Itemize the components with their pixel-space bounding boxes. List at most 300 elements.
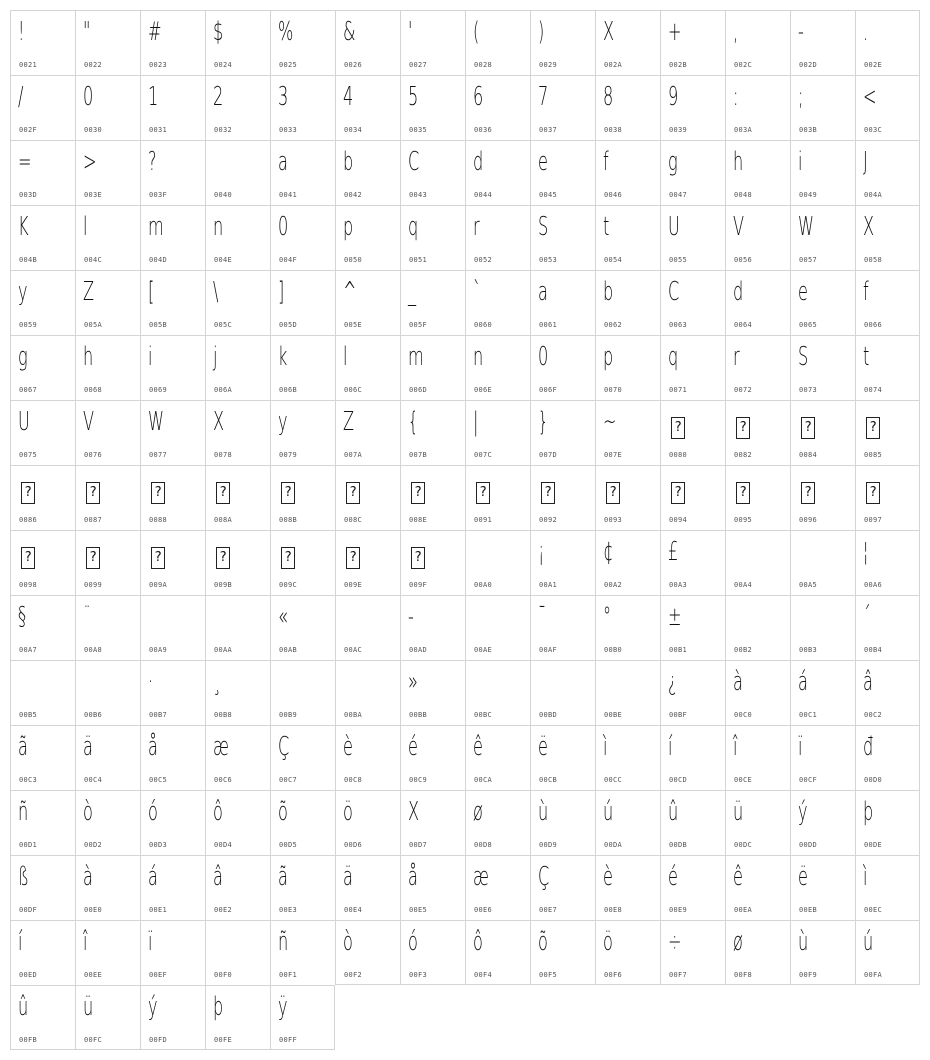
glyph-cell[interactable] — [335, 10, 400, 75]
glyph-cell[interactable] — [75, 790, 140, 855]
glyph-cell[interactable] — [465, 400, 530, 465]
glyph-cell[interactable] — [465, 790, 530, 855]
glyph-code-label: 00E0 — [84, 906, 103, 914]
glyph-cell[interactable] — [140, 920, 205, 985]
glyph-cell[interactable] — [725, 790, 790, 855]
glyph-cell[interactable] — [725, 10, 790, 75]
glyph-cell[interactable] — [140, 335, 205, 400]
glyph-cell[interactable] — [530, 920, 595, 985]
glyph-cell[interactable] — [660, 855, 725, 920]
glyph: ° — [603, 602, 612, 632]
glyph-code-label: 0093 — [604, 516, 623, 524]
glyph-cell[interactable] — [75, 595, 140, 660]
glyph-code-label: 002D — [799, 61, 818, 69]
glyph-cell[interactable] — [530, 595, 595, 660]
glyph-cell[interactable] — [465, 920, 530, 985]
glyph-cell[interactable] — [595, 400, 660, 465]
glyph-cell[interactable] — [530, 790, 595, 855]
glyph-cell[interactable] — [335, 660, 400, 725]
glyph-cell[interactable] — [270, 270, 335, 335]
glyph-cell[interactable] — [140, 985, 205, 1050]
glyph-cell[interactable] — [75, 660, 140, 725]
glyph-cell[interactable] — [465, 140, 530, 205]
glyph-cell[interactable] — [400, 270, 465, 335]
glyph-cell[interactable] — [595, 660, 660, 725]
glyph-cell[interactable] — [75, 530, 140, 595]
glyph-cell[interactable] — [530, 725, 595, 790]
glyph-cell[interactable] — [140, 660, 205, 725]
glyph-cell[interactable] — [10, 530, 75, 595]
glyph-cell[interactable] — [790, 75, 855, 140]
glyph-code-label: 0042 — [344, 191, 363, 199]
glyph-cell[interactable] — [205, 920, 270, 985]
glyph-code-label: 00F9 — [799, 971, 818, 979]
glyph-cell[interactable] — [660, 920, 725, 985]
glyph-cell[interactable] — [465, 855, 530, 920]
glyph-cell[interactable] — [465, 595, 530, 660]
glyph-cell[interactable] — [270, 920, 335, 985]
glyph-cell[interactable] — [790, 465, 855, 530]
glyph-cell[interactable] — [530, 660, 595, 725]
glyph-cell[interactable] — [660, 595, 725, 660]
glyph-cell[interactable] — [205, 10, 270, 75]
missing-glyph-box: ? — [86, 482, 100, 504]
glyph-cell[interactable] — [530, 270, 595, 335]
glyph-cell[interactable] — [725, 920, 790, 985]
glyph: ï — [148, 927, 153, 957]
glyph-code-label: 0051 — [409, 256, 428, 264]
glyph-cell[interactable] — [530, 335, 595, 400]
glyph-cell[interactable] — [595, 270, 660, 335]
glyph-cell[interactable] — [75, 270, 140, 335]
glyph-cell[interactable] — [855, 10, 920, 75]
glyph: 0 — [278, 212, 289, 242]
glyph-code-label: 002A — [604, 61, 623, 69]
glyph-cell[interactable] — [725, 855, 790, 920]
glyph-cell[interactable] — [335, 465, 400, 530]
glyph-cell[interactable] — [335, 920, 400, 985]
glyph-cell[interactable] — [855, 725, 920, 790]
glyph-cell[interactable] — [10, 465, 75, 530]
glyph-cell[interactable] — [400, 75, 465, 140]
glyph-cell[interactable] — [335, 335, 400, 400]
glyph-cell[interactable] — [140, 75, 205, 140]
glyph-code-label: 0056 — [734, 256, 753, 264]
glyph-code-label: 00A7 — [19, 646, 38, 654]
glyph-code-label: 004D — [149, 256, 168, 264]
glyph-cell[interactable] — [335, 205, 400, 270]
glyph-cell[interactable] — [140, 10, 205, 75]
glyph-cell[interactable] — [270, 855, 335, 920]
glyph-cell[interactable] — [335, 270, 400, 335]
glyph-cell[interactable] — [75, 465, 140, 530]
glyph: r — [733, 342, 740, 372]
glyph-cell[interactable] — [400, 790, 465, 855]
glyph-cell[interactable] — [270, 725, 335, 790]
glyph-code-label: 00F6 — [604, 971, 623, 979]
glyph-cell[interactable] — [530, 140, 595, 205]
glyph-cell[interactable] — [595, 205, 660, 270]
glyph-cell[interactable] — [270, 75, 335, 140]
glyph-cell[interactable] — [465, 660, 530, 725]
glyph-code-label: 00B7 — [149, 711, 168, 719]
glyph-code-label: 00BE — [604, 711, 623, 719]
glyph-cell[interactable] — [400, 140, 465, 205]
glyph-cell[interactable] — [660, 400, 725, 465]
glyph-cell[interactable] — [10, 855, 75, 920]
glyph-cell[interactable] — [790, 790, 855, 855]
glyph-cell[interactable] — [400, 10, 465, 75]
glyph-cell[interactable] — [10, 205, 75, 270]
glyph-cell[interactable] — [855, 920, 920, 985]
glyph-cell[interactable] — [790, 140, 855, 205]
glyph: þ — [863, 797, 874, 827]
glyph-cell[interactable] — [270, 335, 335, 400]
glyph-cell[interactable] — [725, 465, 790, 530]
glyph-cell[interactable] — [855, 660, 920, 725]
glyph-cell[interactable] — [270, 465, 335, 530]
glyph-code-label: 00E9 — [669, 906, 688, 914]
glyph-cell[interactable] — [270, 595, 335, 660]
glyph-cell[interactable] — [10, 335, 75, 400]
glyph-cell[interactable] — [530, 400, 595, 465]
glyph-code-label: 0068 — [84, 386, 103, 394]
glyph-code-label: 00FA — [864, 971, 883, 979]
glyph: j — [213, 342, 218, 372]
glyph-code-label: 0030 — [84, 126, 103, 134]
glyph-code-label: 00BA — [344, 711, 363, 719]
glyph-cell[interactable] — [75, 205, 140, 270]
glyph-cell[interactable] — [205, 400, 270, 465]
glyph-cell[interactable] — [530, 205, 595, 270]
glyph: ë — [538, 732, 548, 762]
glyph: V — [83, 407, 95, 437]
glyph-cell[interactable] — [465, 725, 530, 790]
glyph-cell[interactable] — [10, 985, 75, 1050]
glyph-code-label: 00C9 — [409, 776, 428, 784]
glyph-cell[interactable] — [530, 465, 595, 530]
glyph-cell[interactable] — [10, 10, 75, 75]
glyph-cell[interactable] — [660, 10, 725, 75]
glyph-cell[interactable] — [855, 140, 920, 205]
glyph: J — [863, 147, 868, 177]
glyph-code-label: 008C — [344, 516, 363, 524]
missing-glyph-box: ? — [216, 482, 230, 504]
glyph: U — [668, 212, 680, 242]
glyph-cell[interactable] — [270, 400, 335, 465]
glyph-code-label: 004E — [214, 256, 233, 264]
glyph-cell[interactable] — [790, 335, 855, 400]
glyph-cell[interactable] — [205, 855, 270, 920]
glyph-cell[interactable] — [855, 465, 920, 530]
glyph-cell[interactable] — [595, 465, 660, 530]
glyph: d — [733, 277, 744, 307]
glyph-cell[interactable] — [270, 790, 335, 855]
glyph-cell[interactable] — [790, 595, 855, 660]
glyph: q — [408, 212, 419, 242]
glyph-cell[interactable] — [465, 75, 530, 140]
glyph: § — [18, 602, 27, 632]
glyph: ò — [83, 797, 93, 827]
glyph: C — [408, 147, 420, 177]
glyph-cell[interactable] — [855, 205, 920, 270]
glyph-cell[interactable] — [270, 140, 335, 205]
glyph-cell[interactable] — [595, 10, 660, 75]
missing-glyph-box: ? — [411, 482, 425, 504]
glyph-cell[interactable] — [660, 75, 725, 140]
glyph-cell[interactable] — [660, 790, 725, 855]
glyph-cell[interactable] — [335, 400, 400, 465]
glyph-cell[interactable] — [140, 725, 205, 790]
glyph-cell[interactable] — [465, 205, 530, 270]
glyph-cell[interactable] — [595, 140, 660, 205]
glyph-cell[interactable] — [400, 660, 465, 725]
glyph-cell[interactable] — [10, 140, 75, 205]
glyph-code-label: 0057 — [799, 256, 818, 264]
glyph-cell[interactable] — [855, 400, 920, 465]
glyph-cell[interactable] — [400, 725, 465, 790]
glyph-cell[interactable] — [595, 335, 660, 400]
glyph: m — [408, 342, 424, 372]
glyph-code-label: 005B — [149, 321, 168, 329]
glyph-code-label: 00DC — [734, 841, 753, 849]
glyph-cell[interactable] — [465, 465, 530, 530]
glyph-code-label: 003F — [149, 191, 168, 199]
glyph-cell[interactable] — [725, 270, 790, 335]
glyph-code-label: 0049 — [799, 191, 818, 199]
glyph-cell[interactable] — [855, 335, 920, 400]
glyph-cell[interactable] — [725, 725, 790, 790]
glyph: ã — [278, 862, 288, 892]
glyph-cell[interactable] — [660, 465, 725, 530]
glyph-cell[interactable] — [140, 140, 205, 205]
glyph-cell[interactable] — [595, 725, 660, 790]
glyph-cell[interactable] — [660, 660, 725, 725]
glyph-cell[interactable] — [790, 660, 855, 725]
glyph: í — [18, 927, 23, 957]
glyph-cell[interactable] — [790, 270, 855, 335]
glyph-cell[interactable] — [205, 985, 270, 1050]
glyph-code-label: 00F7 — [669, 971, 688, 979]
glyph-cell[interactable] — [465, 10, 530, 75]
glyph-cell[interactable] — [855, 75, 920, 140]
glyph-cell[interactable] — [75, 140, 140, 205]
glyph-code-label: 0024 — [214, 61, 233, 69]
glyph-cell[interactable] — [465, 530, 530, 595]
glyph: \ — [213, 277, 219, 307]
glyph-code-label: 00FF — [279, 1036, 298, 1044]
glyph-code-label: 0035 — [409, 126, 428, 134]
glyph-cell[interactable] — [205, 595, 270, 660]
glyph-cell[interactable] — [660, 270, 725, 335]
glyph-cell[interactable] — [855, 855, 920, 920]
glyph-code-label: 00C5 — [149, 776, 168, 784]
glyph-cell[interactable] — [205, 205, 270, 270]
glyph: ú — [603, 797, 614, 827]
glyph-cell[interactable] — [790, 530, 855, 595]
glyph-cell[interactable] — [335, 140, 400, 205]
glyph-code-label: 002E — [864, 61, 883, 69]
glyph-cell[interactable] — [75, 855, 140, 920]
missing-glyph-box: ? — [151, 482, 165, 504]
glyph-cell[interactable] — [270, 530, 335, 595]
glyph-cell[interactable] — [75, 335, 140, 400]
missing-glyph-box: ? — [281, 547, 295, 569]
glyph-cell[interactable] — [270, 660, 335, 725]
glyph: ù — [538, 797, 549, 827]
glyph-cell[interactable] — [10, 790, 75, 855]
glyph-code-label: 0094 — [669, 516, 688, 524]
glyph-cell[interactable] — [465, 270, 530, 335]
glyph-cell[interactable] — [790, 920, 855, 985]
glyph-cell[interactable] — [725, 530, 790, 595]
glyph-cell[interactable] — [400, 400, 465, 465]
glyph-cell[interactable] — [205, 465, 270, 530]
glyph: ] — [278, 277, 285, 307]
glyph-cell[interactable] — [595, 75, 660, 140]
glyph-cell[interactable] — [140, 270, 205, 335]
glyph-cell[interactable] — [400, 465, 465, 530]
glyph-cell[interactable] — [205, 790, 270, 855]
glyph-cell[interactable] — [725, 595, 790, 660]
glyph-code-label: 00B2 — [734, 646, 753, 654]
glyph-cell[interactable] — [595, 790, 660, 855]
glyph-code-label: 00C1 — [799, 711, 818, 719]
glyph-cell[interactable] — [725, 335, 790, 400]
glyph-cell[interactable] — [595, 855, 660, 920]
glyph-code-label: 0092 — [539, 516, 558, 524]
glyph-cell[interactable] — [75, 10, 140, 75]
glyph-cell[interactable] — [595, 530, 660, 595]
glyph: ~ — [603, 407, 617, 437]
glyph-cell[interactable] — [855, 270, 920, 335]
glyph-cell[interactable] — [205, 725, 270, 790]
glyph-cell[interactable] — [140, 855, 205, 920]
glyph-cell[interactable] — [660, 335, 725, 400]
glyph-cell[interactable] — [140, 465, 205, 530]
glyph-cell[interactable] — [75, 400, 140, 465]
glyph-cell[interactable] — [725, 660, 790, 725]
glyph: ô — [473, 927, 483, 957]
glyph-cell[interactable] — [530, 530, 595, 595]
glyph-cell[interactable] — [270, 10, 335, 75]
glyph-cell[interactable] — [75, 920, 140, 985]
glyph-cell[interactable] — [205, 270, 270, 335]
glyph-cell[interactable] — [855, 595, 920, 660]
glyph-cell[interactable] — [400, 920, 465, 985]
glyph-cell[interactable] — [400, 335, 465, 400]
glyph-cell[interactable] — [660, 725, 725, 790]
glyph-cell[interactable] — [660, 530, 725, 595]
glyph-cell[interactable] — [10, 75, 75, 140]
glyph-cell[interactable] — [855, 790, 920, 855]
glyph: ! — [18, 17, 25, 47]
glyph-cell[interactable] — [790, 400, 855, 465]
glyph-cell[interactable] — [790, 10, 855, 75]
glyph-cell[interactable] — [465, 335, 530, 400]
glyph-cell[interactable] — [400, 595, 465, 660]
glyph-cell[interactable] — [725, 75, 790, 140]
glyph-cell[interactable] — [335, 790, 400, 855]
glyph-cell[interactable] — [595, 595, 660, 660]
glyph-cell[interactable] — [10, 920, 75, 985]
glyph-cell[interactable] — [10, 725, 75, 790]
glyph: p — [343, 212, 354, 242]
glyph-cell[interactable] — [335, 595, 400, 660]
missing-glyph-box: ? — [151, 547, 165, 569]
glyph-cell[interactable] — [335, 855, 400, 920]
glyph-cell[interactable] — [790, 205, 855, 270]
glyph-cell[interactable] — [10, 595, 75, 660]
glyph-cell[interactable] — [530, 75, 595, 140]
glyph-cell[interactable] — [725, 400, 790, 465]
glyph-cell[interactable] — [335, 530, 400, 595]
glyph-cell[interactable] — [205, 660, 270, 725]
glyph-cell[interactable] — [140, 790, 205, 855]
glyph-cell[interactable] — [140, 400, 205, 465]
glyph-code-label: 0073 — [799, 386, 818, 394]
glyph-cell[interactable] — [530, 855, 595, 920]
glyph-cell[interactable] — [75, 985, 140, 1050]
glyph-code-label: 006F — [539, 386, 558, 394]
glyph-cell[interactable] — [205, 140, 270, 205]
glyph-cell[interactable] — [205, 75, 270, 140]
glyph-cell[interactable] — [335, 75, 400, 140]
glyph-code-label: 006A — [214, 386, 233, 394]
glyph-cell[interactable] — [140, 595, 205, 660]
glyph: t — [603, 212, 610, 242]
glyph-cell[interactable] — [790, 725, 855, 790]
glyph-cell[interactable] — [400, 205, 465, 270]
glyph: 5 — [408, 82, 419, 112]
glyph-cell[interactable] — [75, 75, 140, 140]
glyph-cell[interactable] — [855, 530, 920, 595]
glyph-code-label: 005C — [214, 321, 233, 329]
glyph: å — [148, 732, 158, 762]
glyph-cell[interactable] — [790, 855, 855, 920]
glyph-cell[interactable] — [205, 530, 270, 595]
glyph-cell[interactable] — [400, 855, 465, 920]
glyph-cell[interactable] — [335, 725, 400, 790]
glyph-code-label: 0060 — [474, 321, 493, 329]
glyph-cell[interactable] — [10, 400, 75, 465]
missing-glyph-box: ? — [671, 482, 685, 504]
glyph: ó — [408, 927, 418, 957]
glyph-cell[interactable] — [140, 205, 205, 270]
glyph-cell[interactable] — [270, 985, 335, 1050]
glyph-cell[interactable] — [530, 10, 595, 75]
glyph-code-label: 00CD — [669, 776, 688, 784]
glyph: f — [863, 277, 869, 307]
glyph-cell[interactable] — [10, 660, 75, 725]
glyph-cell[interactable] — [400, 530, 465, 595]
glyph: i — [798, 147, 803, 177]
glyph-cell[interactable] — [140, 530, 205, 595]
glyph-cell[interactable] — [205, 335, 270, 400]
glyph-code-label: 00A8 — [84, 646, 103, 654]
glyph-cell[interactable] — [595, 920, 660, 985]
glyph-cell[interactable] — [660, 205, 725, 270]
glyph-cell[interactable] — [660, 140, 725, 205]
glyph-code-label: 002C — [734, 61, 753, 69]
glyph-code-label: 0061 — [539, 321, 558, 329]
glyph-cell[interactable] — [10, 270, 75, 335]
glyph-cell[interactable] — [725, 140, 790, 205]
glyph-cell[interactable] — [725, 205, 790, 270]
glyph-code-label: 0023 — [149, 61, 168, 69]
glyph-cell[interactable] — [75, 725, 140, 790]
glyph-cell[interactable] — [270, 205, 335, 270]
